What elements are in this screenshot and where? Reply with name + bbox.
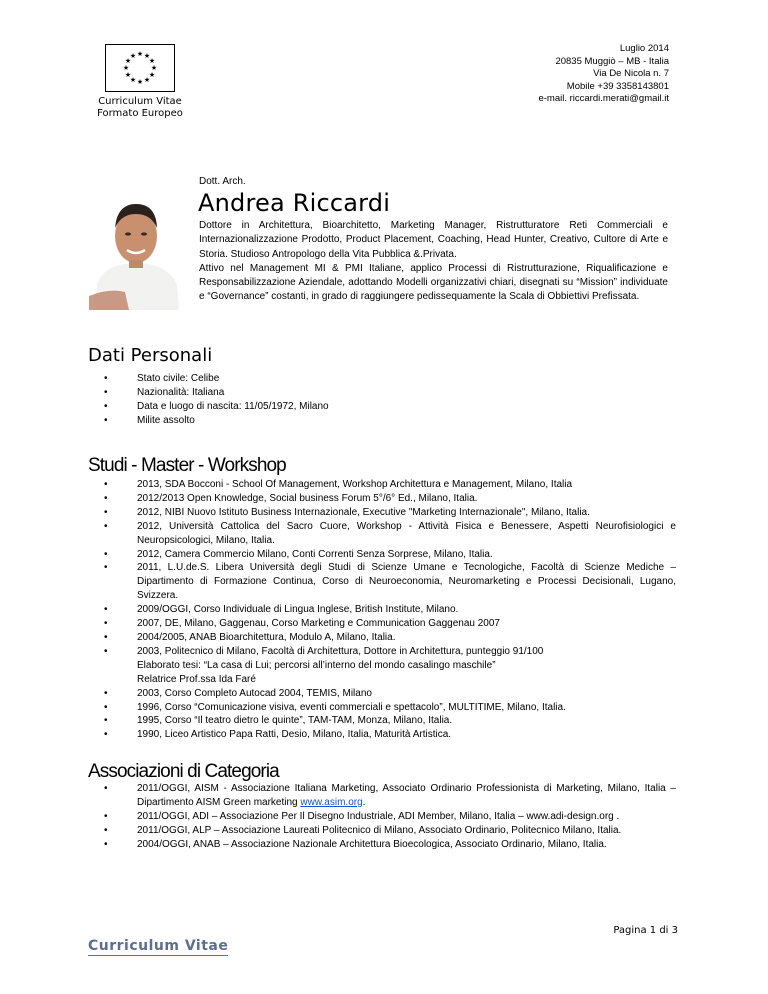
intro-paragraph-1: Dottore in Architettura, Bioarchitetto, Marketing Manager, Ristrutturatore Reti Commerciali e Internazionalizzazione Prodotto, Product Placement, Coaching, Head Hunter, Creativo, Cultore di Arte e Storia. Studioso Antropologo della Vita Pubblica &.Privata. bbox=[199, 220, 668, 260]
svg-text:★: ★ bbox=[136, 78, 144, 86]
footer-label: Curriculum Vitae bbox=[88, 938, 229, 954]
list-item bbox=[104, 645, 676, 687]
list-item: • 2004/2005, ANAB Bioarchitettura, Modulo A, Milano, Italia. bbox=[104, 631, 676, 645]
svg-text:★: ★ bbox=[150, 64, 158, 72]
aism-link[interactable]: www.asim.org bbox=[300, 796, 363, 808]
svg-text:★: ★ bbox=[143, 52, 151, 60]
intro-paragraph-2: Attivo nel Management MI & PMI Italiane, applico Processi di Ristrutturazione, Riqualificazione e Responsabilizzazione Aziendale, adottando Modelli organizzativi chiari, disegnati su “Mission” individuate e “Governance” costanti, in grado di raggiungere pedissequamente la Scala di Obbiettivi Prefissata. bbox=[199, 262, 668, 303]
personal-data-list bbox=[104, 372, 676, 428]
svg-text:★: ★ bbox=[122, 64, 130, 72]
eu-flag-icon bbox=[105, 44, 175, 92]
section-heading-dati-personali: Dati Personali bbox=[88, 345, 213, 366]
thesis-title: Elaborato tesi: “La casa di Lui; percorsi all’interno del mondo casalingo maschile” bbox=[137, 659, 496, 671]
list-item: • 2007, DE, Milano, Gaggenau, Corso Marketing e Communication Gaggenau 2007 bbox=[104, 617, 676, 631]
list-item-text: 2003, Politecnico di Milano, Facoltà di Architettura, Dottore in Architettura, punteggio 91/100 bbox=[137, 645, 544, 657]
list-item: • 2011/OGGI, ALP – Associazione Laureati Politecnico di Milano, Associato Ordinario, Politecnico Milano, Italia. bbox=[104, 824, 676, 838]
list-item: • 2012, NIBI Nuovo Istituto Business Internazionale, Executive "Marketing Internazionale", Milano, Italia. bbox=[104, 506, 676, 520]
list-item: • Data e luogo di nascita: 11/05/1972, Milano bbox=[104, 400, 676, 414]
list-item: • 2011, L.U.de.S. Libera Università degli Studi di Scienze Umane e Tecnologiche, Facoltà di Scienze Mediche – Dipartimento di Formazione Continua, Corso di Neuroeconomia, Neuromarketing e Processi Decisionali, Lugano, Svizzera. bbox=[104, 561, 676, 603]
contact-mobile: Mobile +39 3358143801 bbox=[566, 80, 669, 92]
section-heading-associazioni: Associazioni di Categoria bbox=[88, 761, 279, 782]
contact-city: 20835 Muggiò – MB - Italia bbox=[555, 55, 669, 67]
person-name: Andrea Riccardi bbox=[198, 189, 391, 217]
profile-photo bbox=[89, 184, 184, 310]
svg-text:★: ★ bbox=[148, 71, 156, 79]
svg-text:★: ★ bbox=[129, 52, 137, 60]
list-item: • 2012, Università Cattolica del Sacro Cuore, Workshop - Attività Fisica e Benessere, Aspetti Neurofisiologici e Neuropsicologici, Milano, Italia. bbox=[104, 520, 676, 548]
svg-text:★: ★ bbox=[129, 76, 137, 84]
list-item: • 2004/OGGI, ANAB – Associazione Nazionale Architettura Bioecologica, Associato Ordinario, Milano, Italia. bbox=[104, 838, 676, 852]
logo-line-2: Formato Europeo bbox=[97, 108, 183, 119]
list-item: • 2011/OGGI, AISM - Associazione Italiana Marketing, Associato Ordinario Professionista di Marketing, Milano, Italia – Dipartimento AISM Green marketing www.asim.org. bbox=[104, 782, 676, 810]
page-number: Pagina 1 di 3 bbox=[613, 925, 678, 936]
contact-block bbox=[538, 43, 669, 106]
contact-street: Via De Nicola n. 7 bbox=[593, 68, 669, 79]
list-item: • 2012/2013 Open Knowledge, Social business Forum 5°/6° Ed., Milano, Italia. bbox=[104, 492, 676, 506]
list-item: • 2009/OGGI, Corso Individuale di Lingua Inglese, British Institute, Milano. bbox=[104, 603, 676, 617]
intro-text bbox=[199, 219, 668, 305]
list-item: • Milite assolto bbox=[104, 414, 676, 428]
list-item: • 1996, Corso “Comunicazione visiva, eventi commerciali e spettacolo”, MULTITIME, Milano, Italia. bbox=[104, 701, 676, 715]
list-item: • 2003, Corso Completo Autocad 2004, TEMIS, Milano bbox=[104, 687, 676, 701]
list-item-text: 2011/OGGI, AISM - Associazione Italiana Marketing, Associato Ordinario Professionista di Marketing, Milano, Italia – Dipartimento AISM Green marketing bbox=[137, 783, 676, 808]
list-item: • 2011/OGGI, ADI – Associazione Per Il Disegno Industriale, ADI Member, Milano, Italia – www.adi-design.org . bbox=[104, 810, 676, 824]
list-item: • 2012, Camera Commercio Milano, Conti Correnti Senza Sorprese, Milano, Italia. bbox=[104, 548, 676, 562]
list-item: • Stato civile: Celibe bbox=[104, 372, 676, 386]
academic-title: Dott. Arch. bbox=[199, 176, 246, 187]
logo-line-1: Curriculum Vitae bbox=[98, 96, 182, 107]
list-item: • 2013, SDA Bocconi - School Of Management, Workshop Architettura e Management, Milano, Italia bbox=[104, 478, 676, 492]
svg-text:★: ★ bbox=[143, 76, 151, 84]
list-item: • 1995, Corso “Il teatro dietro le quinte”, TAM-TAM, Monza, Milano, Italia. bbox=[104, 714, 676, 728]
svg-text:★: ★ bbox=[148, 57, 156, 65]
list-item: • 1990, Liceo Artistico Papa Ratti, Desio, Milano, Italia, Maturità Artistica. bbox=[104, 728, 676, 742]
svg-text:★: ★ bbox=[124, 71, 132, 79]
contact-email: e-mail. riccardi.merati@gmail.it bbox=[538, 93, 669, 104]
svg-text:★: ★ bbox=[124, 57, 132, 65]
thesis-advisor: Relatrice Prof.ssa Ida Faré bbox=[137, 673, 256, 685]
studies-list bbox=[104, 478, 676, 742]
contact-date: Luglio 2014 bbox=[619, 43, 669, 54]
associations-list bbox=[104, 782, 676, 852]
svg-text:★: ★ bbox=[136, 50, 144, 58]
list-item: • Nazionalità: Italiana bbox=[104, 386, 676, 400]
europass-logo bbox=[88, 44, 192, 120]
section-heading-studi: Studi - Master - Workshop bbox=[88, 455, 286, 476]
